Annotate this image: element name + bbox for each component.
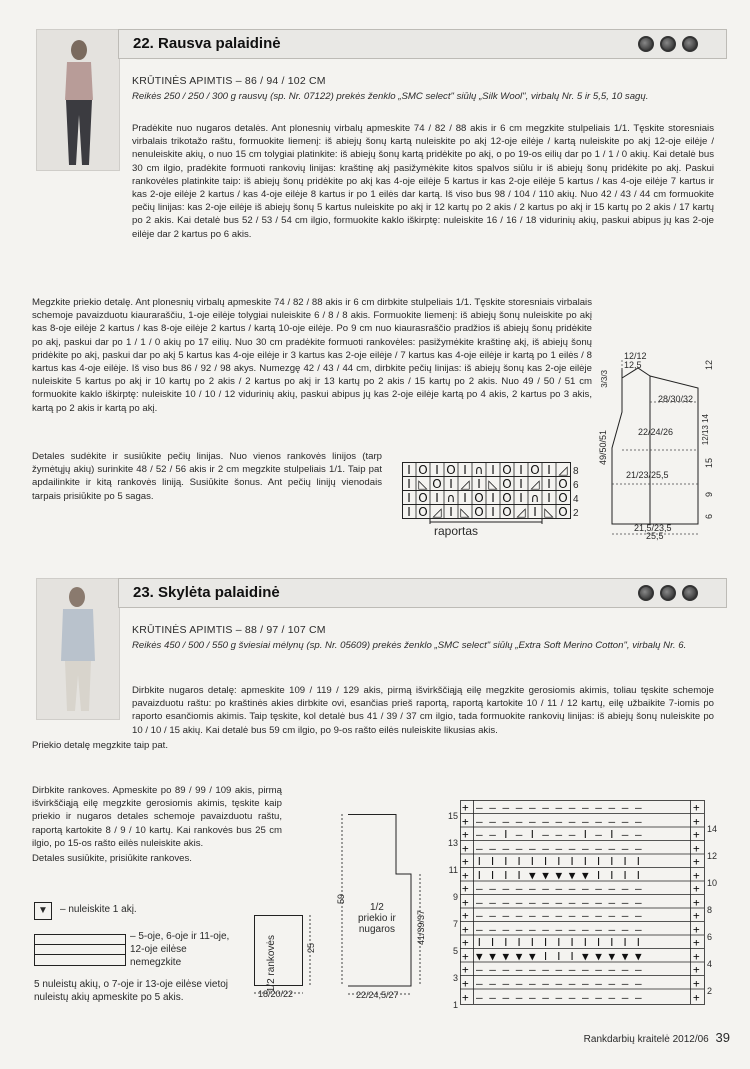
section-title-22: 22. Rausva palaidinė (133, 35, 281, 52)
svg-text:I: I (407, 491, 411, 505)
svg-text:+: + (693, 896, 700, 909)
lace-chart-22 (402, 462, 588, 540)
svg-text:+: + (693, 882, 700, 895)
row-number: 7 (452, 919, 458, 929)
dim-label: 9 (704, 492, 714, 498)
legend-text: – 5-oje, 6-oje ir 11-oje, 12-oje eilėse nemegzkite (130, 931, 230, 968)
svg-text:◺: ◺ (418, 477, 428, 491)
svg-text:— — — — — — — — — —: — — — — — — — — — — — — — (476, 977, 642, 990)
yarn-ball-icon (638, 36, 654, 52)
svg-text:+: + (462, 909, 469, 922)
dim-label: 59 (336, 894, 346, 905)
dim-label: 1/2 (266, 978, 277, 993)
stitch-chart-23 (444, 800, 724, 1010)
svg-text:+: + (462, 936, 469, 949)
svg-text:O: O (418, 463, 428, 477)
dim-label: 21,5/23,5 (634, 523, 672, 533)
paragraph-23-1: Dirbkite nugaros detalę: apmeskite 109 / 119 / 129 akis, pirmą išvirkščiąją eilę megzkite gerosiomis akimis, toliau tęskite schemoje pavaizduotu raštu: po kraštinės akies dirbkite ovi, esančias prieš raportą, raportą kartokite 10 / 11 / 12 kartų, eilę užbaikite 7-iomis po raporto esančiomis akimis. Taip tęskite, kol detalė bus 41 / 39 / 37 cm ilgio, tada formuokite rankovių linijas: iš abiejų šonų nuleiskite po 10 / 10 / 15 akių. Kai detalė bus 59 cm ilgio, po 9-os rašto eilės nuleiskite likusias akis. (132, 685, 714, 736)
sleeve-schematic (248, 915, 328, 1005)
svg-text:∩: ∩ (530, 491, 540, 505)
row-number: 15 (447, 811, 458, 821)
section-title-23: 23. Skylėta palaidinė (133, 584, 280, 601)
paragraph-23-2: Priekio detalę megzkite taip pat. (32, 739, 168, 751)
svg-text:I: I (547, 477, 551, 491)
svg-text:+: + (693, 815, 700, 828)
yarn-line-23: Reikės 450 / 500 / 550 g šviesiai mėlynų (sp. Nr. 05609) prekės ženklo „SMC select" siūlų „Extra Soft Merino Cotton", virbalų Nr. 6. (132, 640, 687, 652)
dim-label: 12,5 (624, 360, 642, 370)
section-header-22 (118, 29, 727, 59)
section-22-body-1 (32, 122, 714, 243)
dim-bottom (634, 524, 672, 540)
svg-text:+: + (693, 909, 700, 922)
lace-chart-grid (402, 462, 588, 524)
row-number: 8 (707, 905, 713, 915)
page-footer (560, 1030, 730, 1045)
row-number: 10 (707, 878, 718, 888)
dim-label: 28/30/32 (658, 394, 694, 404)
svg-text:+: + (693, 977, 700, 990)
sleeve-label (266, 935, 277, 992)
dim-label: 21/23/25,5 (626, 470, 669, 480)
svg-text:O: O (558, 477, 568, 491)
svg-text:ǀ ǀ ǀ ǀ ǀ ǀ ǀ ǀ ǀ ǀ: ǀ ǀ ǀ ǀ ǀ ǀ ǀ ǀ ǀ ǀ ǀ ǀ ǀ (476, 936, 642, 949)
row-numbers-left (444, 803, 458, 1019)
svg-text:+: + (462, 977, 469, 990)
dim-label: 25 (306, 943, 316, 954)
svg-text:+: + (693, 950, 700, 963)
dim-label: 12 (704, 360, 714, 371)
row-number: 3 (452, 973, 458, 983)
svg-text:I: I (533, 505, 537, 519)
svg-text:◺: ◺ (544, 505, 554, 519)
row-number: 11 (448, 865, 458, 875)
svg-text:+: + (693, 842, 700, 855)
svg-text:I: I (519, 491, 523, 505)
svg-text:I: I (435, 463, 439, 477)
svg-text:◿: ◿ (460, 477, 470, 491)
size-line-23: KRŪTINĖS APIMTIS – 88 / 97 / 107 CM (132, 624, 326, 636)
svg-text:◺: ◺ (488, 477, 498, 491)
row-number: 14 (707, 824, 718, 834)
dim-label: 25,5 (646, 531, 664, 541)
svg-text:I: I (407, 477, 411, 491)
page-number: 39 (715, 1030, 730, 1045)
dim-top (624, 352, 647, 370)
svg-text:O: O (418, 491, 428, 505)
section-22-intro (132, 75, 714, 107)
dim-label: 6 (704, 514, 714, 520)
svg-text:+: + (693, 869, 700, 882)
svg-text:ǀ ǀ ǀ ǀ ▼ ▼ ▼ ▼ ▼ ǀ ǀ ǀ: ǀ ǀ ǀ ǀ ▼ ▼ ▼ ▼ ▼ ǀ ǀ ǀ ǀ (476, 869, 642, 882)
chart-caption: raportas (434, 524, 479, 538)
size-line-22: KRŪTINĖS APIMTIS – 86 / 94 / 102 CM (132, 75, 326, 87)
difficulty-rating-23 (632, 585, 698, 606)
row-number: 8 (573, 466, 579, 477)
dim-label: 1/2 (369, 902, 384, 913)
stitch-chart-grid (460, 800, 720, 1005)
row-number: 9 (452, 892, 458, 902)
dim-label: 15 (704, 458, 714, 469)
row-number: 4 (573, 494, 579, 505)
row-number: 4 (707, 959, 713, 969)
legend-text: 5 nuleistų akių, o 7-oje ir 13-oje eilėse vietoj nuleistų akių apmeskite po 5 akis. (34, 979, 228, 1003)
paragraph-23-3: Dirbkite rankoves. Apmeskite po 89 / 99 / 109 akis, pirmą išvirkščiąją eilę megzkite gerosiomis akimis, tęskite kaip priekio ir nugaros detales schemoje pavaizduotu raštu, raportą kartokite 8 / 9 / 10 kartų. Kai rankovės bus 25 cm ilgio, po 15-os rašto eilės nuleiskite akis. (32, 785, 282, 849)
svg-text:I: I (547, 463, 551, 477)
svg-text:◿: ◿ (558, 463, 568, 477)
paragraph-22-3: Detales sudėkite ir susiūkite pečių linijas. Nuo vienos rankovės linijos (tarp žymėtųjų akių) surinkite 48 / 52 / 56 akis ir 2 cm megzkite stulpeliais 1/1. Taip pat apdailinkite ir kitą rankovės liniją. Susiūkite šonus. Ant pečių linijų vienodais tarpais prisiūkite po 5 sagas. (32, 451, 382, 502)
yarn-ball-icon (660, 36, 676, 52)
svg-text:I: I (463, 463, 467, 477)
svg-text:∩: ∩ (474, 463, 484, 477)
section-23-intro (132, 624, 714, 656)
dim-label-group (702, 414, 710, 445)
svg-text:— — — — — — — — — —: — — — — — — — — — — — — — (476, 842, 642, 855)
svg-text:+: + (462, 828, 469, 841)
svg-text:— — ǀ — ǀ — — — ǀ —: — — ǀ — ǀ — — — ǀ — ǀ — — (476, 828, 642, 841)
row-number: 6 (573, 480, 579, 491)
row-number: 2 (573, 508, 579, 519)
svg-text:+: + (693, 963, 700, 976)
paragraph-23-4: Detales susiūkite, prisiūkite rankoves. (32, 853, 192, 865)
svg-text:+: + (462, 855, 469, 868)
svg-text:— — — — — — — — — —: — — — — — — — — — — — — — (476, 909, 642, 922)
svg-text:+: + (462, 869, 469, 882)
dim-label: 18/20/22 (258, 989, 294, 999)
svg-text:I: I (519, 463, 523, 477)
svg-text:+: + (462, 923, 469, 936)
yarn-ball-icon (682, 585, 698, 601)
svg-text:+: + (462, 896, 469, 909)
svg-text:+: + (462, 991, 469, 1004)
svg-text:O: O (558, 505, 568, 519)
svg-text:◿: ◿ (516, 505, 526, 519)
dim-label: rankovės (266, 935, 277, 976)
svg-text:O: O (432, 477, 442, 491)
svg-text:— — — — — — — — — —: — — — — — — — — — — — — — (476, 896, 642, 909)
dim-label: 3/3/3 (600, 370, 609, 388)
svg-text:O: O (474, 491, 484, 505)
yarn-ball-icon (638, 585, 654, 601)
svg-text:I: I (491, 463, 495, 477)
yarn-line-22: Reikės 250 / 250 / 300 g rausvų (sp. Nr. 07122) prekės ženklo „SMC select" siūlų „Silk Wool", virbalų Nr. 5 ir 5,5, 10 sagų. (132, 91, 649, 103)
svg-text:— — — — — — — — — —: — — — — — — — — — — — — — (476, 923, 642, 936)
svg-text:I: I (477, 477, 481, 491)
svg-text:◿: ◿ (432, 505, 442, 519)
section-22-body-3 (32, 450, 382, 505)
svg-text:+: + (462, 882, 469, 895)
row-number: 12 (707, 851, 718, 861)
svg-text:I: I (449, 477, 453, 491)
section-23-body-1 (32, 684, 714, 754)
row-number: 5 (452, 946, 458, 956)
dim-label: 22/24,5/27 (356, 990, 399, 1000)
svg-text:— — — — — — — — — —: — — — — — — — — — — — — — (476, 991, 642, 1004)
decrease-triangle-icon: ▼ (34, 902, 52, 920)
magazine-name: Rankdarbių kraitelė 2012/06 (583, 1034, 709, 1045)
svg-text:+: + (462, 801, 469, 814)
dim-label: nugaros (358, 924, 395, 935)
svg-text:ǀ ǀ ǀ ǀ ǀ ǀ ǀ ǀ ǀ ǀ: ǀ ǀ ǀ ǀ ǀ ǀ ǀ ǀ ǀ ǀ ǀ ǀ ǀ (476, 855, 642, 868)
svg-text:+: + (462, 842, 469, 855)
dim-label: 49/50/51 (598, 430, 608, 466)
svg-text:I: I (519, 477, 523, 491)
svg-text:— — — — — — — — — —: — — — — — — — — — — — — — (476, 963, 642, 976)
body-label (358, 902, 396, 935)
svg-text:I: I (407, 505, 411, 519)
legend-dec (34, 902, 234, 920)
svg-text:— — — — — — — — — —: — — — — — — — — — — — — — (476, 882, 642, 895)
svg-text:+: + (693, 923, 700, 936)
row-number: 6 (707, 932, 713, 942)
chart-row-numbers (573, 465, 579, 521)
svg-text:O: O (502, 477, 512, 491)
svg-text:O: O (446, 463, 456, 477)
svg-text:+: + (693, 801, 700, 814)
difficulty-rating-22 (632, 36, 698, 57)
bind-off-box-icon (34, 934, 126, 966)
svg-text:∩: ∩ (446, 491, 456, 505)
svg-text:+: + (693, 855, 700, 868)
row-number: 13 (447, 838, 458, 848)
svg-text:O: O (502, 505, 512, 519)
legend-text: – nuleiskite 1 akį. (60, 904, 137, 915)
svg-text:O: O (502, 463, 512, 477)
svg-text:+: + (462, 950, 469, 963)
paragraph-22-1: Pradėkite nuo nugaros detalės. Ant plonesnių virbalų apmeskite 74 / 82 / 88 akis ir 6 cm megzkite stulpeliais 1/1. Tęskite storesniais virbalais trikotažo raštu, formuokite liemenį: iš abiejų šonų kartą nuleiskite po akį 12-oje eilėje / kartą nuleiskite po akį 12-oje eilėje / nenuleiskite akių, o nuo 15 cm tolygiai platinkite: iš abiejų šonų kartą pridėkite po akį, o po 19-os eilių dar po 1 / 1 / 0 akių. Kai detalė bus 30 cm ilgio, pradėkite formuoti rankovių linijas: kraštinę akį pasižymėkite kitos spalvos siūlu ir iš abiejų šonų pridėkite po akį. Paskui rankovėles platinkite taip: iš abiejų šonų pridėkite po akį kas 4-oje eilėje 5 kartus ir kas 2-oje eilėje 5 kartus / kas 4-oje eilėje 7 kartus ir kas 2-oje eilėje 2 kartus / kas 4-oje eilėje 8 kartus ir po 1 eilės dar kartą. Iš viso bus 98 / 104 / 110 akių. Nuo 42 / 43 / 44 cm formuokite pečių linijas: kas 2-oje eilėje iš abiejų šonų 5 kartus nuleiskite po akį ir 12 kartų po 2 akis / 2 kartus po akį ir 15 kartų po 2 akis / 17 kartų po 2 akis. Kai detalė bus 52 / 53 / 54 cm ilgio, formuokite kaklo iškirptę: nuleiskite 16 / 16 / 18 vidurinių akių, paskui abipus jų kas 2-oje eilėje dar 2 kartus po 6 akis. (132, 123, 714, 240)
svg-text:▼ ▼ ▼ ▼ ▼ ǀ ǀ ǀ ▼ ▼ ▼ ▼ ▼: ▼ ▼ ▼ ▼ ▼ ǀ ǀ ǀ ▼ ▼ ▼ ▼ ▼ (476, 950, 642, 963)
svg-text:◺: ◺ (460, 505, 470, 519)
svg-text:I: I (491, 491, 495, 505)
body-schematic (336, 814, 446, 1004)
dim-label: 12/13 (701, 425, 710, 446)
svg-text:+: + (462, 815, 469, 828)
legend-bind (34, 930, 244, 980)
section-header-23 (118, 578, 727, 608)
svg-text:O: O (474, 505, 484, 519)
row-number: 2 (707, 986, 713, 996)
svg-text:— — — — — — — — — —: — — — — — — — — — — — — — (476, 801, 642, 814)
row-numbers-right (707, 816, 717, 1005)
paragraph-22-2: Megzkite priekio detalę. Ant plonesnių virbalų apmeskite 74 / 82 / 88 akis ir 6 cm dirbkite stulpeliais 1/1. Tęskite storesniais virbalais schemoje pavaizduotu kiauraraščiu, 1-oje eilėje tolygiai nuleiskite 6 / 8 / 8 akis. Formuokite liemenį: iš abiejų šonų nuleiskite po akį kas 8-oje eilėje 2 kartus / kas 8-oje eilėje 2 kartus / kartą 10-oje eilėje. Po 9 cm nuo kiaurasraščio pradžios iš abiejų šonų pridėkite po akį, paskui dar po 1 / 1 / 0 akių po 17 eilių. Nuo 30 cm pradėkite formuoti rankovėles: pasižymėkite kraštinę akį, iš abiejų šonų pridėkite po akį, paskui dar po akį 5 kartus kas 4-oje eilėje ir 3 kartus kas 2-oje eilėje / 7 kartus kas 4-oje eilėje ir kartą po 1 eilės / 8 kartus kas 4-oje eilėje. Iš viso bus 86 / 92 / 98 akys. Numezgę 42 / 43 / 44 cm, dirbkite pečių linijas: iš abiejų šonų kas 2-oje eilėje nuleiskite 5 kartus po akį ir 10 kartų po 2 akis / 2 kartus po akį ir 13 kartų po 2 akis / 15 kartų po 2 akis. Nuo 49 / 50 / 51 cm formuokite kaklo iškirptę: nuleiskite 10 / 10 / 12 vidurinių akių, paskui abipus jų kas 2-oje eilėje kartą po 4 akis, 2 kartus po 3 akis, kartą po 2 akis ir kartą po akį. (32, 297, 592, 414)
svg-text:I: I (407, 463, 411, 477)
svg-text:O: O (418, 505, 428, 519)
dim-label: priekio ir (358, 913, 396, 924)
svg-text:O: O (558, 491, 568, 505)
dim-label: 14 (701, 414, 710, 423)
yarn-ball-icon (682, 36, 698, 52)
dim-label: 22/24/26 (638, 427, 674, 437)
yarn-ball-icon (660, 585, 676, 601)
svg-text:I: I (491, 505, 495, 519)
dim-label: 12/12 (624, 351, 647, 361)
svg-text:+: + (462, 963, 469, 976)
svg-text:O: O (530, 463, 540, 477)
svg-text:◿: ◿ (530, 477, 540, 491)
svg-text:+: + (693, 936, 700, 949)
svg-text:— — — — — — — — — —: — — — — — — — — — — — — — (476, 815, 642, 828)
svg-text:+: + (693, 828, 700, 841)
dim-label: 41/39/37 (416, 910, 426, 946)
svg-text:I: I (463, 491, 467, 505)
svg-text:+: + (693, 991, 700, 1004)
svg-text:I: I (547, 491, 551, 505)
svg-text:I: I (449, 505, 453, 519)
garment-schematic-22 (598, 352, 726, 544)
row-number: 1 (452, 1000, 458, 1010)
svg-text:O: O (502, 491, 512, 505)
svg-text:I: I (435, 491, 439, 505)
